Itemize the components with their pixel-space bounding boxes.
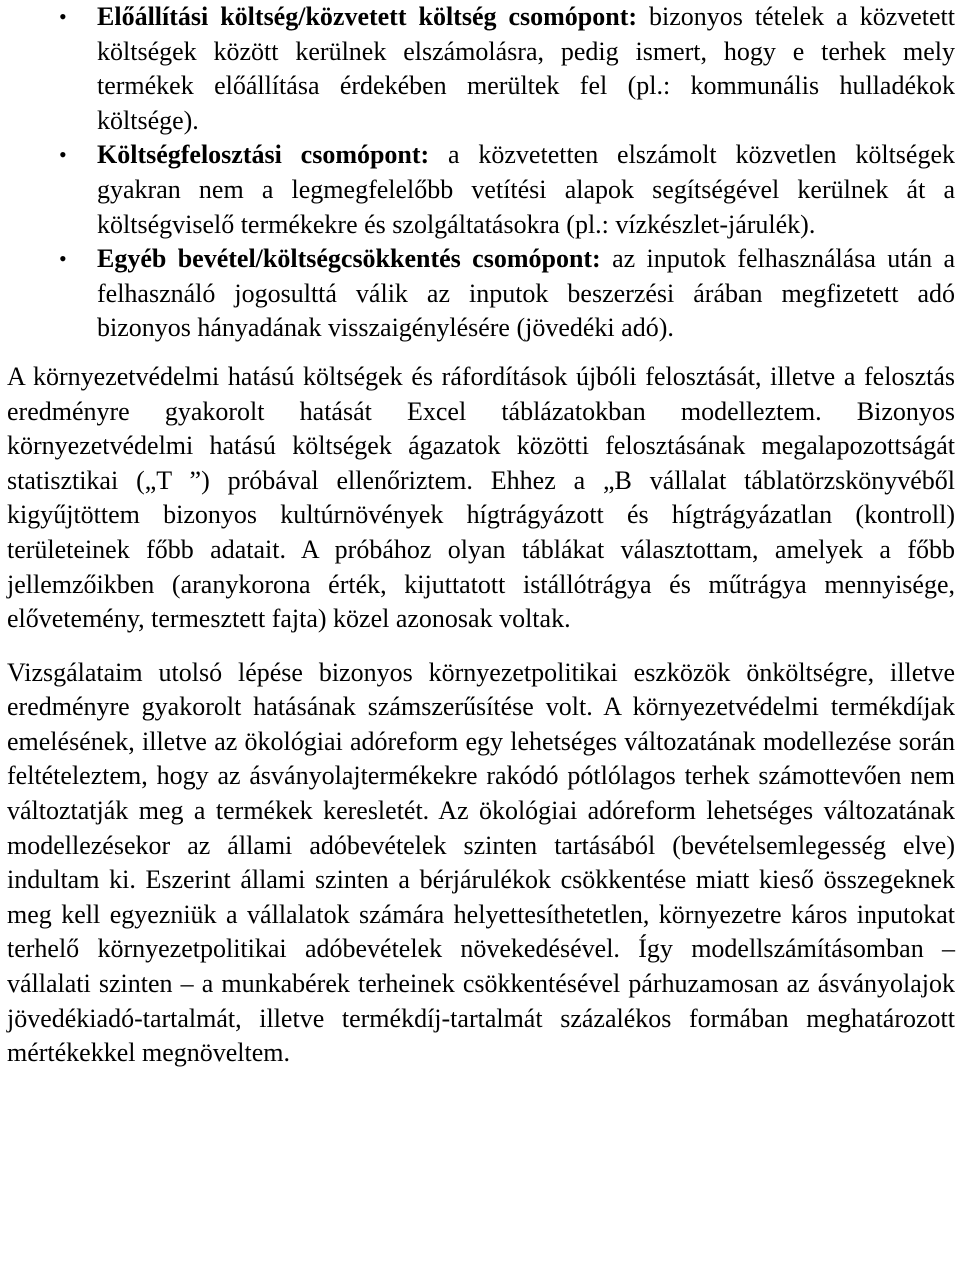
body-paragraph-modelling: A környezetvédelmi hatású költségek és ráfordítások újbóli felosztását, illetve a felosztás eredményre gyakorolt hatását Excel táblázatokban modelleztem. Bizonyos környezetvédelmi hatású költségek ágazatok közötti felosztásának megalapozottságát statisztikai („T ”) próbával ellenőriztem. Ehhez a „B vállalat táblatörzskönyvéből kigyűjtöttem bizonyos kultúrnövények hígtrágyázott és hígtrágyázatlan (kontroll) területeinek főbb adatait. A próbához olyan táblákat választottam, amelyek a főbb jellemzőikben (aranykorona érték, kijuttatott istállótrágya és műtrágya mennyisége, elővetemény, termesztett fajta) közel azonosak voltak.	[7, 361, 955, 634]
bullet-item-other-revenue	[7, 242, 955, 346]
bullet-label: Előállítási költség/közvetett költség csomópont:	[97, 2, 638, 31]
bullet-label: Költségfelosztási csomópont:	[97, 140, 430, 170]
bullet-list	[7, 0, 955, 346]
bullet-text: bizonyos tételek a közvetett költségek között kerülnek elszámolásra, pedig ismert, hogy e terhek mely termékek előállítása érdekében merültek fel (pl.: kommunális hulladékok költsége).	[97, 2, 955, 135]
bullet-text: a közvetetten elszámolt közvetlen költségek gyakran nem a legmegfelelőbb vetítési alapok segítségével kerülnek át a költségviselő termékekre és szolgáltatásokra (pl.: vízkészlet-járulék).	[97, 140, 955, 239]
bullet-item-cost-allocation	[7, 138, 955, 242]
bullet-icon: •	[59, 142, 67, 168]
bullet-icon: •	[59, 4, 67, 29]
body-paragraph-policy-tools: Vizsgálataim utolsó lépése bizonyos környezetpolitikai eszközök önköltségre, illetve eredményre gyakorolt hatásának számszerűsítése volt. A környezetvédelmi termékdíjak emelésének, illetve az ökológiai adóreform egy lehetséges változatának modellezése során feltételeztem, hogy az ásványolajtermékekre rakódó pótlólagos terhek számottevően nem változtatják meg a termékek keresletét. Az ökológiai adóreform lehetséges változatának modellezésekor az állami adóbevételek szinten tartásából (bevételsemlegesség elve) indultam ki. Eszerint állami szinten a bérjárulékok csökkentése miatt kieső összegeknek meg kell egyezniük a vállalatok számára helyettesíthetetlen, környezetre káros inputokat terhelő környezetpolitikai adóbevételek növekedésével. Így modellszámításomban – vállalati szinten – a munkabérek terheinek csökkentésével párhuzamosan az ásványolajok jövedékiadó-tartalmát, illetve termékdíj-tartalmát százalékos formában meghatározott mértékekkel megnöveltem.	[7, 657, 955, 1068]
document-page	[7, 0, 955, 1071]
bullet-icon: •	[59, 246, 67, 272]
bullet-text: az inputok felhasználása után a felhasználó jogosulttá válik az inputok beszerzési árában megfizetett adó bizonyos hányadának visszaigénylésére (jövedéki adó).	[97, 244, 955, 343]
bullet-item-production-cost	[7, 0, 955, 138]
bullet-label: Egyéb bevétel/költségcsökkentés csomópont:	[97, 244, 601, 274]
